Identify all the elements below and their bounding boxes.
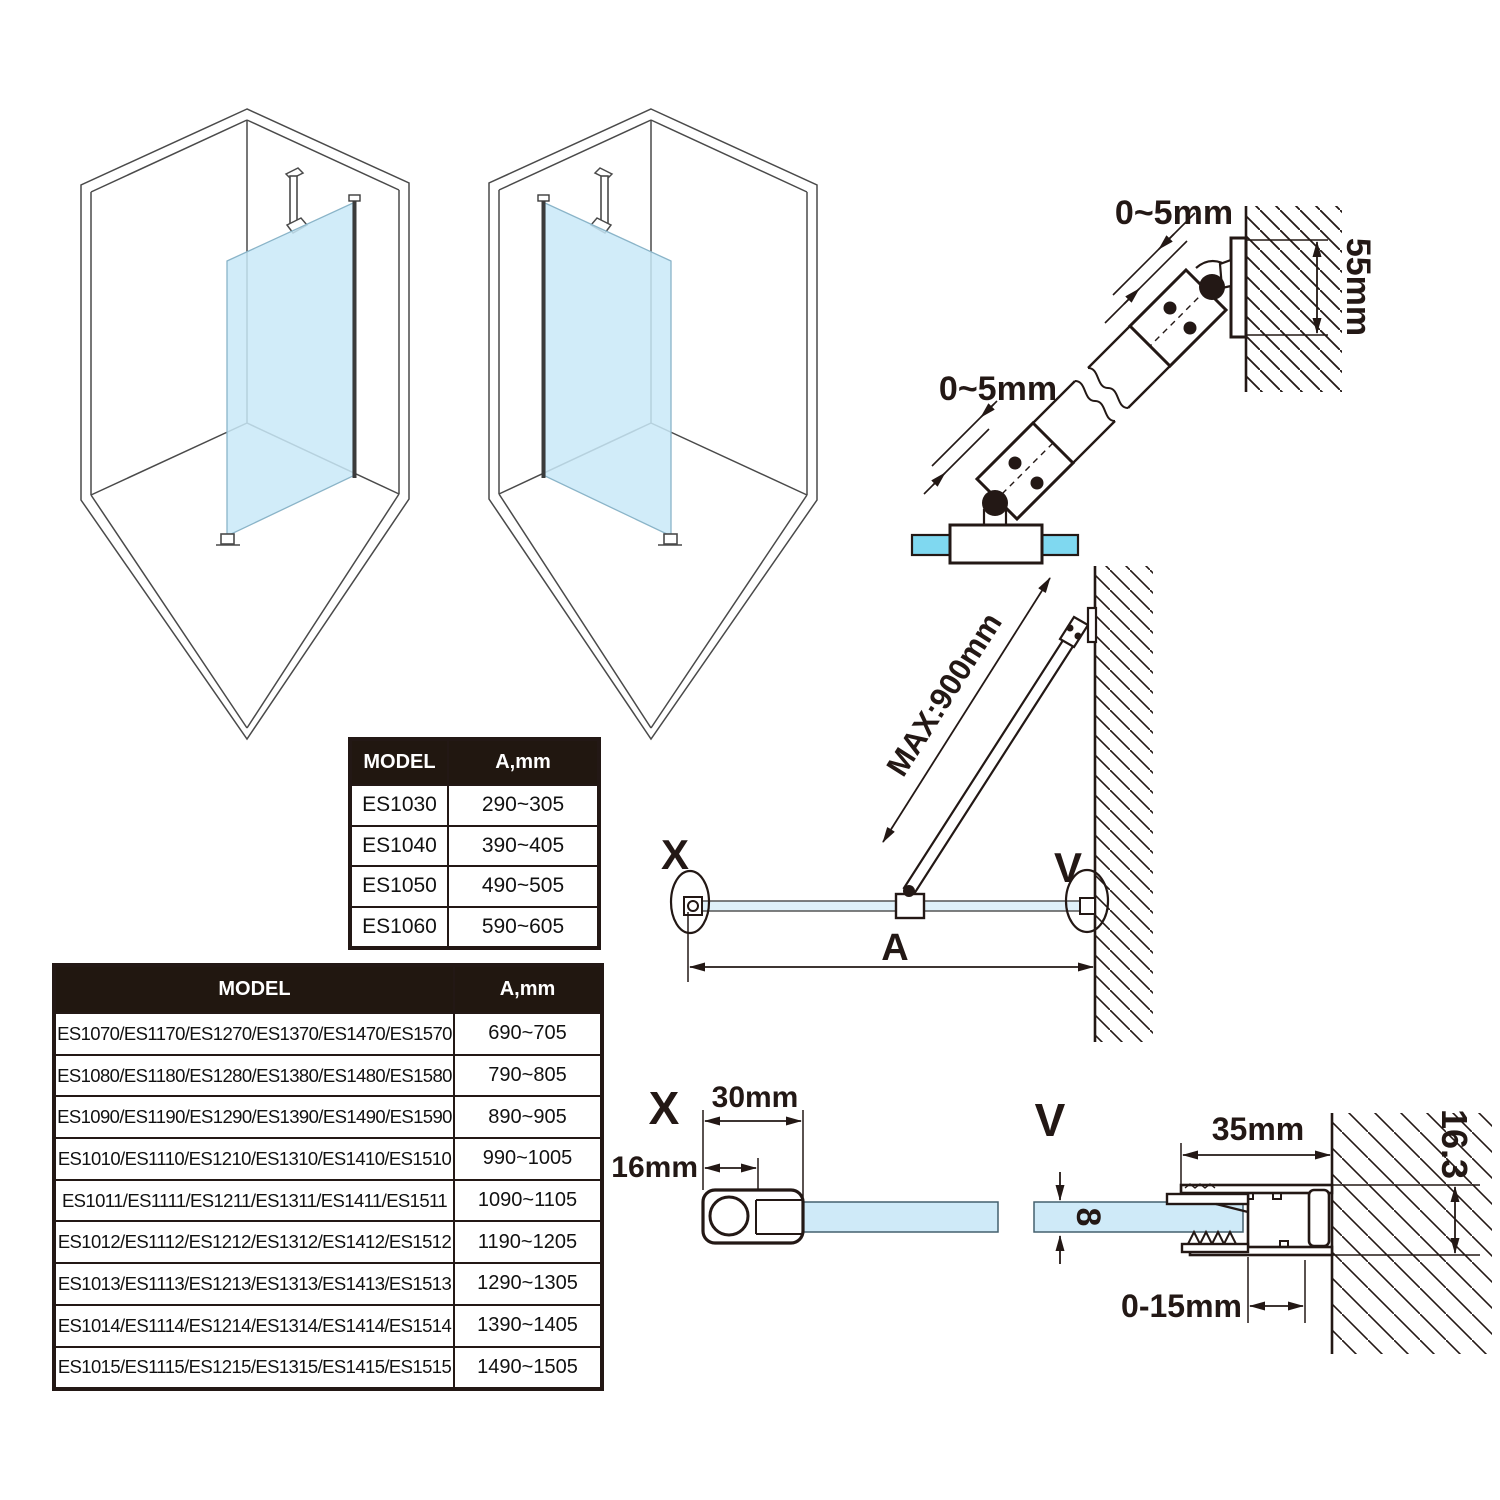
iso-view-left xyxy=(60,88,460,753)
end-profile xyxy=(703,1190,803,1243)
ceiling-support-rod xyxy=(591,168,612,233)
table-row xyxy=(54,1263,602,1305)
amm-cell: 1190~1205 xyxy=(454,1221,602,1263)
wall-mount-plate xyxy=(1231,238,1246,337)
dim-16-3-label: 16.3 xyxy=(1434,1108,1475,1180)
table-row xyxy=(350,907,599,949)
amm-cell: 1390~1405 xyxy=(454,1305,602,1347)
lower-pivot xyxy=(982,490,1008,516)
upper-clamp xyxy=(1130,260,1231,366)
amm-cell: 890~905 xyxy=(454,1096,602,1138)
dim-gap-lower-label: 0~5mm xyxy=(938,370,1058,408)
amm-cell: 990~1005 xyxy=(454,1138,602,1180)
amm-cell: 1490~1505 xyxy=(454,1347,602,1390)
column-header-model: MODEL xyxy=(54,965,454,1013)
glass-foot-bracket xyxy=(216,534,240,545)
dim-0-15mm-label: 0-15mm xyxy=(1121,1288,1242,1324)
table-row xyxy=(54,1055,602,1097)
glass-end-fitting-right xyxy=(1080,898,1095,914)
table-row xyxy=(54,1138,602,1180)
model-cell: ES1010/ES1110/ES1210/ES1310/ES1410/ES1510 xyxy=(54,1138,454,1180)
wall-hatching xyxy=(1095,566,1153,1042)
amm-cell: 290~305 xyxy=(448,785,599,826)
dim-8-label: 8 xyxy=(1069,1207,1107,1227)
column-header-amm: A,mm xyxy=(454,965,602,1013)
column-header-amm: A,mm xyxy=(448,739,599,785)
model-cell: ES1015/ES1115/ES1215/ES1315/ES1415/ES1515 xyxy=(54,1347,454,1390)
dim-16mm-label: 16mm xyxy=(611,1151,698,1184)
callout-x-label: X xyxy=(660,831,690,878)
glass-panel xyxy=(545,203,671,536)
model-cell: ES1040 xyxy=(350,826,448,867)
glass-panel xyxy=(227,203,353,536)
table-row xyxy=(54,1305,602,1347)
large-model-table xyxy=(52,963,604,1391)
ceiling-support-rod xyxy=(286,168,307,233)
table-row xyxy=(54,1221,602,1263)
model-cell: ES1090/ES1190/ES1290/ES1390/ES1490/ES1590 xyxy=(54,1096,454,1138)
table-row xyxy=(54,1096,602,1138)
model-cell: ES1060 xyxy=(350,907,448,949)
model-cell: ES1014/ES1114/ES1214/ES1314/ES1414/ES1514 xyxy=(54,1305,454,1347)
callout-v-label: V xyxy=(1053,844,1083,891)
model-cell: ES1030 xyxy=(350,785,448,826)
lower-clamp xyxy=(977,423,1073,526)
dim-a-label: A xyxy=(881,927,909,969)
amm-cell: 790~805 xyxy=(454,1055,602,1097)
dim-max-label: MAX:900mm xyxy=(879,606,1009,783)
model-cell: ES1011/ES1111/ES1211/ES1311/ES1411/ES1511 xyxy=(54,1180,454,1222)
wall-hatching xyxy=(1246,206,1342,392)
table-header-row xyxy=(350,739,599,785)
amm-cell: 1290~1305 xyxy=(454,1263,602,1305)
dim-gap-upper-label: 0~5mm xyxy=(1114,194,1234,232)
model-cell: ES1013/ES1113/ES1213/ES1313/ES1413/ES1513 xyxy=(54,1263,454,1305)
table-row xyxy=(350,866,599,907)
model-cell: ES1050 xyxy=(350,866,448,907)
amm-cell: 490~505 xyxy=(448,866,599,907)
model-cell: ES1070/ES1170/ES1270/ES1370/ES1470/ES1570 xyxy=(54,1013,454,1055)
amm-cell: 590~605 xyxy=(448,907,599,949)
amm-cell: 1090~1105 xyxy=(454,1180,602,1222)
detail-v-drawing xyxy=(1030,1080,1500,1410)
model-cell: ES1080/ES1180/ES1280/ES1380/ES1480/ES1580 xyxy=(54,1055,454,1097)
table-row xyxy=(54,1347,602,1390)
table-row xyxy=(54,1013,602,1055)
dim-35mm-label: 35mm xyxy=(1211,1111,1305,1147)
upper-pivot xyxy=(1199,274,1225,300)
table-row xyxy=(350,785,599,826)
glass-end-fitting-left xyxy=(684,897,702,915)
glass-foot-bracket xyxy=(658,534,682,545)
small-model-table xyxy=(348,737,601,950)
glass-strip xyxy=(1034,1202,1243,1232)
plan-view xyxy=(650,550,1460,1050)
dim-0-15mm xyxy=(1248,1257,1305,1323)
glass-panel-plan xyxy=(688,901,1095,911)
table-header-row xyxy=(54,965,602,1013)
dim-30mm xyxy=(703,1110,803,1197)
detail-x-title: X xyxy=(648,1082,680,1134)
model-cell: ES1012/ES1112/ES1212/ES1312/ES1412/ES1512 xyxy=(54,1221,454,1263)
column-header-model: MODEL xyxy=(350,739,448,785)
support-bar-detail xyxy=(900,150,1400,600)
amm-cell: 690~705 xyxy=(454,1013,602,1055)
amm-cell: 390~405 xyxy=(448,826,599,867)
table-row xyxy=(350,826,599,867)
dim-30mm-label: 30mm xyxy=(711,1081,799,1114)
dim-35mm xyxy=(1181,1143,1330,1188)
dim-55mm-label: 55mm xyxy=(1339,237,1377,337)
detail-v-title: V xyxy=(1034,1094,1066,1146)
detail-x-drawing xyxy=(610,1080,1040,1350)
table-row xyxy=(54,1180,602,1222)
